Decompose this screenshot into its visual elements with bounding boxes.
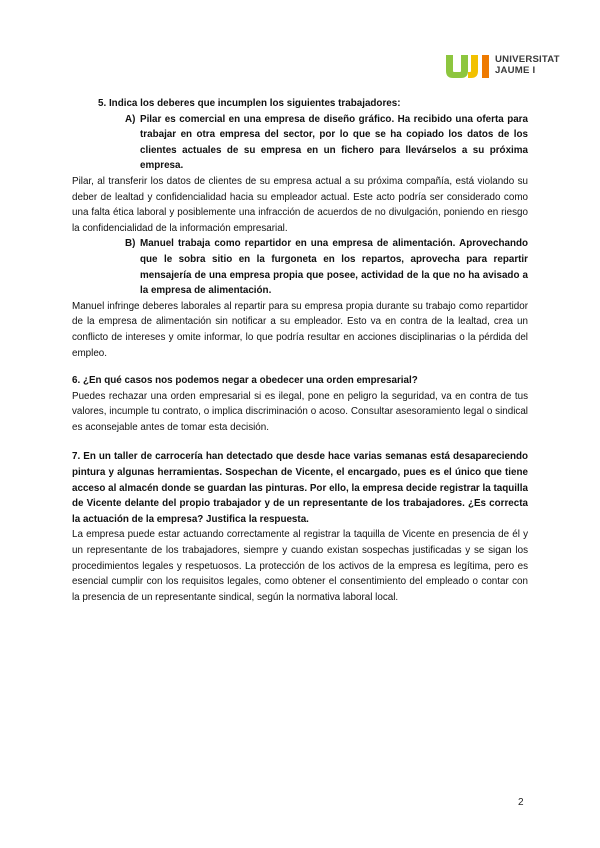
answer-7: La empresa puede estar actuando correctamente al registrar la taquilla de Vicente en presencia de él y un representante de los trabajadores, siempre y cuando existan sospechas justificadas y se sigan los procedimientos legales y respetuosos. La protección de los activos de la empresa es legítima, pero es esencial cumplir con los requisitos legales, como obtener el consentimiento del empleado o contar con la presencia de un representante sindical, según la normativa laboral local. [72,529,528,603]
question-5b-label: B) [125,238,136,250]
answer-5b: Manuel infringe deberes laborales al repartir para su empresa propia durante su trabajo como repartidor de la empresa de alimentación sin notificar a su empleador. Esto va en contra de la lealtad, crea un conflicto de intereses y omite informar, lo que podría resultar en acciones disciplinarias o la pérdida del empleo. [72,300,528,359]
question-6-title: 6. ¿En qué casos nos podemos negar a obedecer una orden empresarial? [72,375,418,387]
question-5a [72,112,528,174]
question-5b [72,236,528,298]
answer-6: Puedes rechazar una orden empresarial si es ilegal, pone en peligro la seguridad, va en contra de tus valores, incumple tu contrato, o implica discriminación o acoso. Consultar asesoramiento legal o sindical es aconsejable antes de tomar esta decisión. [72,390,528,433]
spacer [72,435,528,449]
question-5a-text: Pilar es comercial en una empresa de diseño gráfico. Ha recibido una oferta para trabajar en otra empresa del sector, por lo que se ha copiado los datos de los clientes actuales de su empresa en un fichero para llevárselos a su próxima empresa. [140,113,528,172]
question-5b-text: Manuel trabaja como repartidor en una empresa de alimentación. Aprovechando que le sobra sitio en la furgoneta en los repartos, aprovecha para repartir mensajería de una empresa propia que posee, actividad de la que no ha avisado a la empresa de alimentación. [140,238,528,297]
document-body [72,96,528,605]
question-7-title: 7. En un taller de carrocería han detectado que desde hace varias semanas está desapareciendo pintura y algunas herramientas. Sospechan de Vicente, el encargado, pues es el único que tiene acceso al almacén donde se guardan las pinturas. Por ello, la empresa decide registrar la taquilla de Vicente delante del propio trabajador y de un representante de los trabajadores. ¿Es correcta la actuación de la empresa? Justifica la respuesta. [72,451,528,525]
answer-5a: Pilar, al transferir los datos de clientes de su empresa actual a su próxima compañía, está violando su deber de lealtad y confidencialidad hacia su empleador actual. Este acto podría ser considerado como una falta ética laboral y posiblemente una infracción de acuerdos de no divulgación, poniendo en riesgo la confidencialidad de la información empresarial. [72,175,528,234]
logo-text [495,54,560,76]
question-5-title: 5. Indica los deberes que incumplen los siguientes trabajadores: [98,98,401,109]
question-5a-label: A) [125,113,136,125]
uji-logo-mark-icon [446,53,492,79]
university-logo [446,53,572,79]
spacer [72,361,528,373]
logo-line-2: JAUME I [495,65,536,76]
logo-line-1: UNIVERSITAT [495,54,560,65]
page-number: 2 [518,797,524,808]
